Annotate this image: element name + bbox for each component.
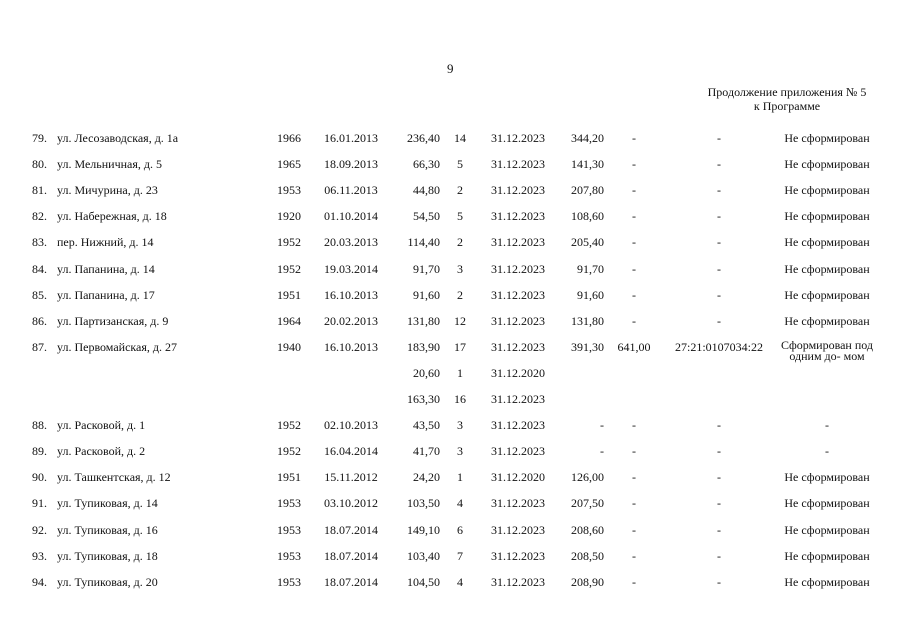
total-area-cell: 207,50 [571, 496, 604, 511]
row-number: 88. [32, 418, 47, 433]
area-cell: 131,80 [407, 313, 440, 328]
year-cell: 1940 [277, 339, 301, 354]
row-number: 94. [32, 574, 47, 589]
address-cell: ул. Партизанская, д. 9 [57, 313, 169, 328]
address-cell: ул. Первомайская, д. 27 [57, 339, 177, 354]
land-area-cell: - [632, 287, 636, 302]
table-row [0, 392, 905, 410]
residents-count-cell: 1 [457, 365, 463, 380]
residents-count-cell: 2 [457, 183, 463, 198]
residents-count-cell: 3 [457, 418, 463, 433]
end-date-cell: 31.12.2023 [491, 287, 545, 302]
residents-count-cell: 7 [457, 548, 463, 563]
end-date-cell: 31.12.2023 [491, 261, 545, 276]
status-cell: Не сформирован [784, 209, 870, 224]
date-cell: 15.11.2012 [324, 470, 378, 485]
appendix-header-line: Продолжение приложения № 5 [707, 85, 867, 99]
total-area-cell: 208,50 [571, 548, 604, 563]
total-area-cell: 207,80 [571, 183, 604, 198]
page-number: 9 [447, 61, 454, 76]
cadastral-number-cell: - [717, 261, 721, 276]
date-cell: 06.11.2013 [324, 183, 378, 198]
status-cell: Не сформирован [784, 470, 870, 485]
end-date-cell: 31.12.2023 [491, 522, 545, 537]
status-cell: Не сформирован [784, 287, 870, 302]
end-date-cell: 31.12.2023 [491, 131, 545, 145]
year-cell: 1953 [277, 548, 301, 563]
residents-count-cell: 5 [457, 209, 463, 224]
table-row [0, 262, 905, 280]
date-cell: 16.04.2014 [324, 444, 378, 459]
end-date-cell: 31.12.2023 [491, 209, 545, 224]
residents-count-cell: 6 [457, 522, 463, 537]
residents-count-cell: 17 [454, 339, 466, 354]
total-area-cell: 141,30 [571, 157, 604, 172]
year-cell: 1920 [277, 209, 301, 224]
land-area-cell: - [632, 131, 636, 145]
row-number: 86. [32, 313, 47, 328]
land-area-cell: - [632, 209, 636, 224]
end-date-cell: 31.12.2023 [491, 548, 545, 563]
year-cell: 1953 [277, 574, 301, 589]
land-area-cell: - [632, 157, 636, 172]
total-area-cell: 131,80 [571, 313, 604, 328]
end-date-cell: 31.12.2023 [491, 235, 545, 250]
status-cell: Не сформирован [784, 183, 870, 198]
year-cell: 1964 [277, 313, 301, 328]
land-area-cell: - [632, 496, 636, 511]
area-cell: 104,50 [407, 574, 440, 589]
end-date-cell: 31.12.2023 [491, 183, 545, 198]
end-date-cell: 31.12.2023 [491, 339, 545, 354]
year-cell: 1952 [277, 444, 301, 459]
year-cell: 1951 [277, 287, 301, 302]
status-cell: - [825, 444, 829, 459]
end-date-cell: 31.12.2020 [491, 470, 545, 485]
table-row [0, 209, 905, 227]
status-cell: Сформирован под одним до- мом [780, 337, 874, 363]
residents-count-cell: 16 [454, 392, 466, 406]
total-area-cell: 208,60 [571, 522, 604, 537]
row-number: 93. [32, 548, 47, 563]
table-row [0, 131, 905, 149]
total-area-cell: 205,40 [571, 235, 604, 250]
total-area-cell: 91,70 [577, 261, 604, 276]
land-area-cell: - [632, 313, 636, 328]
table-row [0, 288, 905, 306]
area-cell: 103,40 [407, 548, 440, 563]
year-cell: 1953 [277, 496, 301, 511]
residents-count-cell: 5 [457, 157, 463, 172]
end-date-cell: 31.12.2023 [491, 392, 545, 406]
area-cell: 236,40 [407, 131, 440, 145]
address-cell: ул. Мичурина, д. 23 [57, 183, 158, 198]
area-cell: 103,50 [407, 496, 440, 511]
date-cell: 02.10.2013 [324, 418, 378, 433]
total-area-cell: - [600, 444, 604, 459]
status-cell: Не сформирован [784, 157, 870, 172]
address-cell: ул. Папанина, д. 14 [57, 261, 155, 276]
area-cell: 24,20 [413, 470, 440, 485]
cadastral-number-cell: - [717, 157, 721, 172]
area-cell: 43,50 [413, 418, 440, 433]
status-cell: Не сформирован [784, 522, 870, 537]
address-cell: ул. Тупиковая, д. 14 [57, 496, 158, 511]
date-cell: 18.07.2014 [324, 548, 378, 563]
row-number: 82. [32, 209, 47, 224]
address-cell: ул. Тупиковая, д. 16 [57, 522, 158, 537]
year-cell: 1952 [277, 261, 301, 276]
date-cell: 20.03.2013 [324, 235, 378, 250]
land-area-cell: - [632, 183, 636, 198]
year-cell: 1953 [277, 522, 301, 537]
table-row [0, 444, 905, 462]
address-cell: пер. Нижний, д. 14 [57, 235, 154, 250]
land-area-cell: - [632, 574, 636, 589]
area-cell: 66,30 [413, 157, 440, 172]
residents-count-cell: 3 [457, 261, 463, 276]
total-area-cell: 126,00 [571, 470, 604, 485]
date-cell: 20.02.2013 [324, 313, 378, 328]
cadastral-number-cell: - [717, 235, 721, 250]
area-cell: 20,60 [413, 365, 440, 380]
address-cell: ул. Расковой, д. 2 [57, 444, 146, 459]
cadastral-number-cell: - [717, 522, 721, 537]
total-area-cell: 91,60 [577, 287, 604, 302]
table-row [0, 157, 905, 175]
cadastral-number-cell: 27:21:0107034:22 [674, 339, 763, 354]
residents-count-cell: 1 [457, 470, 463, 485]
address-cell: ул. Набережная, д. 18 [57, 209, 167, 224]
end-date-cell: 31.12.2023 [491, 496, 545, 511]
table-row [0, 575, 905, 593]
row-number: 89. [32, 444, 47, 459]
area-cell: 91,60 [413, 287, 440, 302]
year-cell: 1966 [277, 131, 301, 145]
status-cell: - [825, 418, 829, 433]
row-number: 90. [32, 470, 47, 485]
date-cell: 18.07.2014 [324, 522, 378, 537]
address-cell: ул. Ташкентская, д. 12 [57, 470, 171, 485]
status-cell: Не сформирован [784, 548, 870, 563]
address-cell: ул. Лесозаводская, д. 1а [57, 131, 179, 145]
address-cell: ул. Мельничная, д. 5 [57, 157, 163, 172]
row-number: 91. [32, 496, 47, 511]
residents-count-cell: 12 [454, 313, 466, 328]
total-area-cell: 208,90 [571, 574, 604, 589]
land-area-cell: - [632, 522, 636, 537]
end-date-cell: 31.12.2023 [491, 418, 545, 433]
land-area-cell: - [632, 470, 636, 485]
row-number: 87. [32, 339, 47, 354]
date-cell: 16.01.2013 [324, 131, 378, 145]
year-cell: 1953 [277, 183, 301, 198]
total-area-cell: 391,30 [571, 339, 604, 354]
end-date-cell: 31.12.2023 [491, 444, 545, 459]
status-cell: Не сформирован [784, 313, 870, 328]
cadastral-number-cell: - [717, 183, 721, 198]
appendix-header-line: к Программе [753, 99, 821, 113]
cadastral-number-cell: - [717, 496, 721, 511]
year-cell: 1952 [277, 418, 301, 433]
cadastral-number-cell: - [717, 287, 721, 302]
area-cell: 54,50 [413, 209, 440, 224]
land-area-cell: - [632, 444, 636, 459]
residents-count-cell: 3 [457, 444, 463, 459]
table-row [0, 549, 905, 567]
date-cell: 16.10.2013 [324, 287, 378, 302]
land-area-cell: - [632, 548, 636, 563]
cadastral-number-cell: - [717, 444, 721, 459]
status-cell: Не сформирован [784, 574, 870, 589]
row-number: 79. [32, 131, 47, 145]
cadastral-number-cell: - [717, 209, 721, 224]
date-cell: 19.03.2014 [324, 261, 378, 276]
date-cell: 18.09.2013 [324, 157, 378, 172]
table-row [0, 314, 905, 332]
cadastral-number-cell: - [717, 131, 721, 145]
cadastral-number-cell: - [717, 470, 721, 485]
status-cell: Не сформирован [784, 235, 870, 250]
end-date-cell: 31.12.2023 [491, 574, 545, 589]
cadastral-number-cell: - [717, 313, 721, 328]
row-number: 83. [32, 235, 47, 250]
area-cell: 41,70 [413, 444, 440, 459]
address-cell: ул. Расковой, д. 1 [57, 418, 146, 433]
table-row [0, 523, 905, 541]
cadastral-number-cell: - [717, 418, 721, 433]
area-cell: 183,90 [407, 339, 440, 354]
end-date-cell: 31.12.2023 [491, 157, 545, 172]
land-area-cell: 641,00 [617, 339, 651, 354]
row-number: 92. [32, 522, 47, 537]
land-area-cell: - [632, 235, 636, 250]
residents-count-cell: 4 [457, 496, 463, 511]
end-date-cell: 31.12.2020 [491, 365, 545, 380]
residents-count-cell: 2 [457, 235, 463, 250]
row-number: 80. [32, 157, 47, 172]
year-cell: 1951 [277, 470, 301, 485]
year-cell: 1952 [277, 235, 301, 250]
area-cell: 114,40 [407, 235, 440, 250]
table-row [0, 337, 905, 363]
cadastral-number-cell: - [717, 574, 721, 589]
total-area-cell: 108,60 [571, 209, 604, 224]
status-cell: Не сформирован [784, 131, 870, 145]
area-cell: 149,10 [407, 522, 440, 537]
address-cell: ул. Папанина, д. 17 [57, 287, 155, 302]
row-number: 84. [32, 261, 47, 276]
status-cell: Не сформирован [784, 261, 870, 276]
table-row [0, 470, 905, 488]
area-cell: 91,70 [413, 261, 440, 276]
date-cell: 18.07.2014 [324, 574, 378, 589]
address-cell: ул. Тупиковая, д. 20 [57, 574, 158, 589]
table-row [0, 366, 905, 384]
date-cell: 03.10.2012 [324, 496, 378, 511]
table-row [0, 235, 905, 253]
end-date-cell: 31.12.2023 [491, 313, 545, 328]
residents-count-cell: 4 [457, 574, 463, 589]
table-row [0, 183, 905, 201]
residents-count-cell: 2 [457, 287, 463, 302]
area-cell: 44,80 [413, 183, 440, 198]
date-cell: 01.10.2014 [324, 209, 378, 224]
row-number: 85. [32, 287, 47, 302]
table-row [0, 496, 905, 514]
date-cell: 16.10.2013 [324, 339, 378, 354]
status-cell: Не сформирован [784, 496, 870, 511]
row-number: 81. [32, 183, 47, 198]
land-area-cell: - [632, 261, 636, 276]
year-cell: 1965 [277, 157, 301, 172]
cadastral-number-cell: - [717, 548, 721, 563]
address-cell: ул. Тупиковая, д. 18 [57, 548, 158, 563]
residents-count-cell: 14 [454, 131, 466, 145]
total-area-cell: - [600, 418, 604, 433]
table-row [0, 418, 905, 436]
area-cell: 163,30 [407, 392, 440, 406]
total-area-cell: 344,20 [571, 131, 604, 145]
land-area-cell: - [632, 418, 636, 433]
